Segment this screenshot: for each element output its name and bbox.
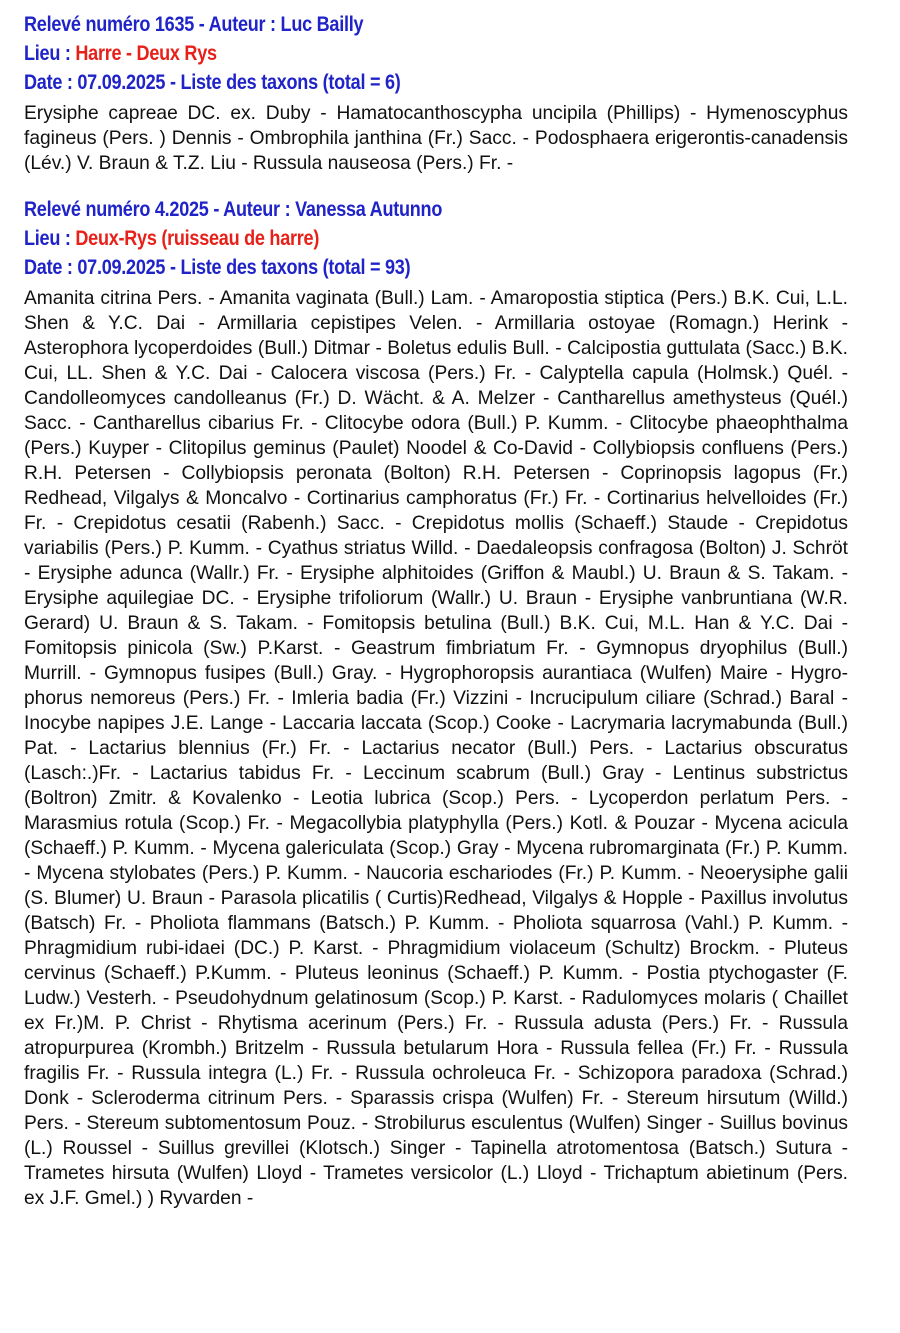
record-date-line: Date : 07.09.2025 - Liste des taxons (total = 6) [24, 71, 401, 94]
taxa-list: Amanita citrina Pers. - Amanita vaginata (Bull.) Lam. - Amaropostia stiptica (Pers.) B.K. Cui, L.L. Shen & Y.C. Dai - Armillaria cepistipes Velen. - Armillaria ostoyae (Romagn.) Herink - Asterophora lycoperdoides (Bull.) Ditmar - Boletus edulis Bull. - Calcipostia guttulata (Sacc.) B.K. Cui, LL. Shen & Y.C. Dai - Calocera viscosa (Pers.) Fr. - Calyptella capula (Holmsk.) Quél. - Candolleomyces candolleanus (Fr.) D. Wächt. & A. Melzer - Cantharellus amethysteus (Quél.) Sacc. - Cantharellus cibarius Fr. - Clitocybe odora (Bull.) P. Kumm. - Clitocybe phaeophthalma (Pers.) Kuyper - Clitopilus geminus (Paulet) Noodel & Co-David - Collybiopsis confluens (Pers.) R.H. Petersen - Collybiopsis peronata (Bolton) R.H. Petersen - Coprinopsis lagopus (Fr.) Redhead, Vilgalys & Moncalvo - Cortinarius camphoratus (Fr.) Fr. - Cortinarius helvelloides (Fr.) Fr. - Crepidotus cesatii (Rabenh.) Sacc. - Crepidotus mollis (Schaeff.) Staude - Crepidotus variabilis (Pers.) P. Kumm. - Cyathus striatus Willd. - Daedaleopsis confragosa (Bolton) J. Schröt - Erysiphe adunca (Wallr.) Fr. - Erysiphe alphitoides (Griffon & Maubl.) U. Braun & S. Takam. - Erysiphe aquilegiae DC. - Erysiphe trifoliorum (Wallr.) U. Braun - Erysiphe vanbruntiana (W.R. Gerard) U. Braun & S. Takam. - Fomitopsis betulina (Bull.) B.K. Cui, M.L. Han & Y.C. Dai - Fomitopsis pinicola (Sw.) P.Karst. - Geastrum fimbriatum Fr. - Gymnopus dryophilus (Bull.) Murrill. - Gymnopus fusipes (Bull.) Gray. - Hygrophoropsis aurantiaca (Wulfen) Maire - Hygrophorus nemoreus (Pers.) Fr. - Imleria badia (Fr.) Vizzini - Incrucipulum ciliare (Schrad.) Baral - Inocybe napipes J.E. Lange - Laccaria laccata (Scop.) Cooke - Lacrymaria lacrymabunda (Bull.) Pat. - Lactarius blennius (Fr.) Fr. - Lactarius necator (Bull.) Pers. - Lactarius obscuratus (Lasch:.)Fr. - Lactarius tabidus Fr. - Leccinum scabrum (Bull.) Gray - Lentinus substrictus (Boltron) Zmitr. & Kovalenko - Leotia lubrica (Scop.) Pers. - Lycoperdon perlatum Pers. - Marasmius rotula (Scop.) Fr. - Megacollybia platyphylla (Pers.) Kotl. & Pouzar - Mycena acicula (Schaeff.) P. Kumm. - Mycena galericulata (Scop.) Gray - Mycena rubromarginata (Fr.) P. Kumm. - Mycena stylobates (Pers.) P. Kumm. - Naucoria eschariodes (Fr.) P. Kumm. - Neoerysiphe galii (S. Blumer) U. Braun - Parasola plicatilis ( Curtis)Redhead, Vilgalys & Hopple - Paxillus involutus (Batsch) Fr. - Pholiota flammans (Batsch.) P. Kumm. - Pholiota squarrosa (Vahl.) P. Kumm. - Phragmidium rubi-idaei (DC.) P. Karst. - Phragmidium violaceum (Schultz) Brockm. - Pluteus cervinus (Schaeff.) P.Kumm. - Pluteus leoninus (Schaeff.) P. Kumm. - Postia ptychogaster (F. Ludw.) Vesterh. - Pseudohydnum gelatinosum (Scop.) P. Karst. - Radulomyces molaris ( Chaillet ex Fr.)M. P. Christ - Rhytisma acerinum (Pers.) Fr. - Russula adusta (Pers.) Fr. - Russula atropurpurea (Krombh.) Britzelm - Russula betularum Hora - Russula fellea (Fr.) Fr. - Russula fragilis Fr. - Russula integra (L.) Fr. - Russula ochroleuca Fr. - Schizopora paradoxa (Schrad.) Donk - Scleroderma citrinum Pers. - Sparassis crispa (Wulfen) Fr. - Stereum hirsutum (Willd.) Pers. - Stereum subtomentosum Pouz. - Strobilurus esculentus (Wulfen) Singer - Suillus bovinus (L.) Roussel - Suillus grevillei (Klotsch.) Singer - Tapinella atrotomentosa (Batsch.) Sutura - Trametes hirsuta (Wulfen) Lloyd - Trametes versicolor (L.) Lloyd - Trichaptum abietinum (Pers. ex J.F. Gmel.) ) Ryvarden - [24, 288, 848, 1210]
record-date-line: Date : 07.09.2025 - Liste des taxons (total = 93) [24, 256, 411, 280]
taxa-list: Erysiphe capreae DC. ex. Duby - Hamatocanthoscypha uncipila (Phillips) - Hymenoscyphus fagineus (Pers. ) Dennis - Ombrophila janthina (Fr.) Sacc. - Podosphaera erigerontis-canadensis (Lév.) V. Braun & T.Z. Liu - Russula nauseosa (Pers.) Fr. - [24, 103, 848, 174]
record-location-line [24, 224, 733, 253]
location-value: Deux-Rys (ruisseau de harre) [75, 227, 320, 251]
record-1635 [24, 10, 848, 176]
location-value: Harre - Deux Rys [75, 42, 217, 65]
location-label: Lieu : [24, 42, 76, 65]
record-location-line [24, 39, 733, 68]
record-4-2025 [24, 195, 848, 1211]
document-page [24, 10, 848, 1230]
record-title: Relevé numéro 1635 - Auteur : Luc Bailly [24, 13, 364, 36]
location-label: Lieu : [24, 227, 76, 251]
record-title: Relevé numéro 4.2025 - Auteur : Vanessa Autunno [24, 198, 443, 222]
